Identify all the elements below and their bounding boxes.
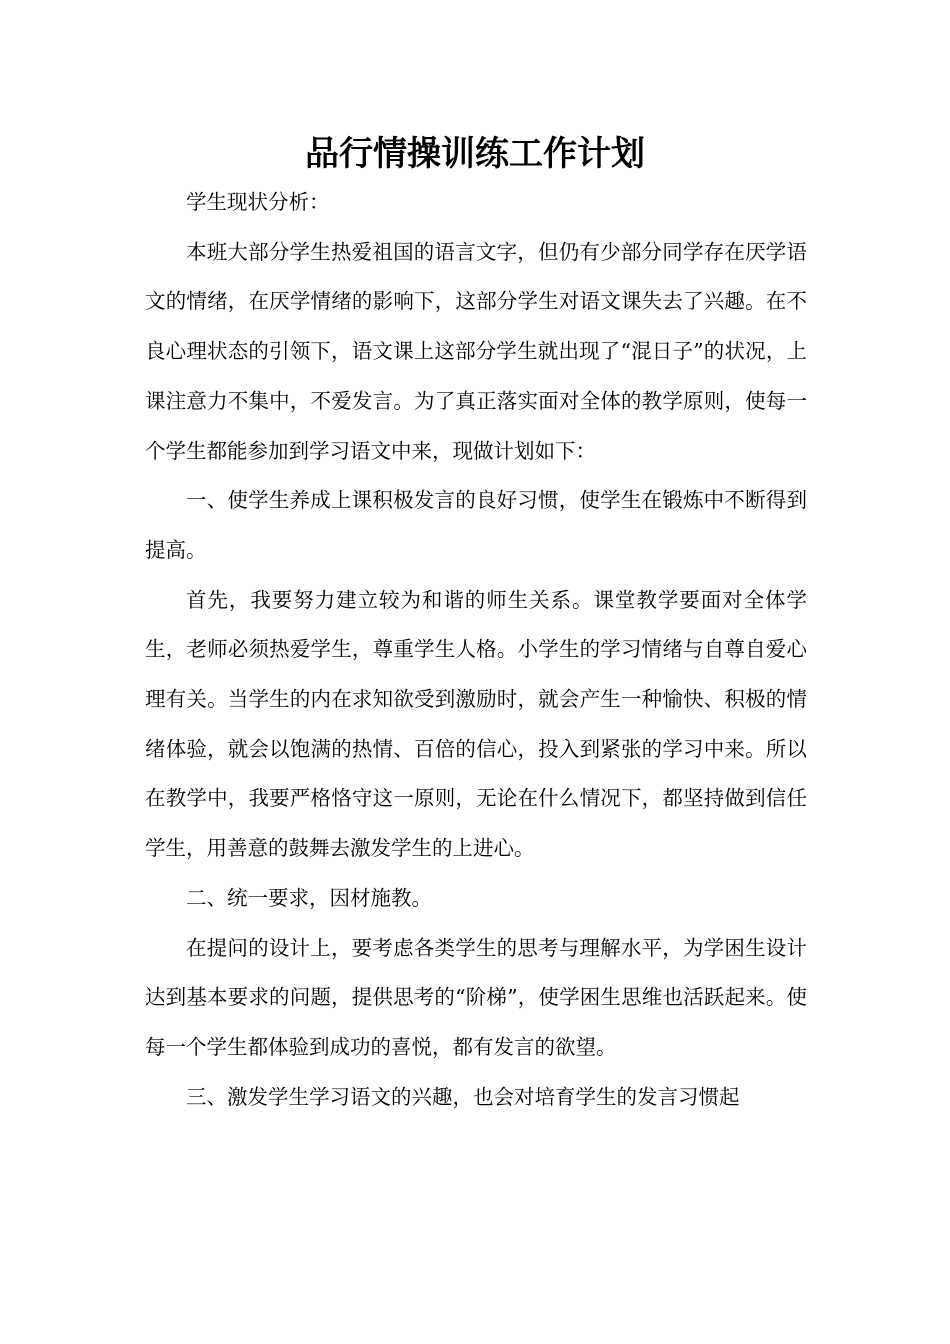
paragraph: 在提问的设计上，要考虑各类学生的思考与理解水平，为学困生设计达到基本要求的问题，提供思考的“阶梯”，使学困生思维也活跃起来。使每一个学生都体验到成功的喜悦，都有发言的欲望。: [145, 935, 807, 1059]
paragraph: 一、使学生养成上课积极发言的良好习惯，使学生在锻炼中不断得到提高。: [145, 488, 807, 562]
paragraph: 学生现状分析：: [186, 190, 330, 214]
document-body: [145, 178, 807, 1122]
paragraph: 首先，我要努力建立较为和谐的师生关系。课堂教学要面对全体学生，老师必须热爱学生，尊重学生人格。小学生的学习情绪与自尊自爱心理有关。当学生的内在求知欲受到激励时，就会产生一种愉快、积极的情绪体验，就会以饱满的热情、百倍的信心，投入到紧张的学习中来。所以在教学中，我要严格恪守这一原则，无论在什么情况下，都坚持做到信任学生，用善意的鼓舞去激发学生的上进心。: [145, 587, 807, 861]
document-title: 品行情操训练工作计划: [305, 134, 645, 174]
paragraph: 三、激发学生学习语文的兴趣，也会对培育学生的发言习惯起: [186, 1084, 740, 1109]
paragraph: 本班大部分学生热爱祖国的语言文字，但仍有少部分同学存在厌学语文的情绪，在厌学情绪的影响下，这部分学生对语文课失去了兴趣。在不良心理状态的引领下，语文课上这部分学生就出现了“混日子”的状况，上课注意力不集中，不爱发言。为了真正落实面对全体的教学原则，使每一个学生都能参加到学习语文中来，现做计划如下：: [145, 239, 807, 463]
paragraph: 二、统一要求，因材施教。: [186, 885, 432, 910]
